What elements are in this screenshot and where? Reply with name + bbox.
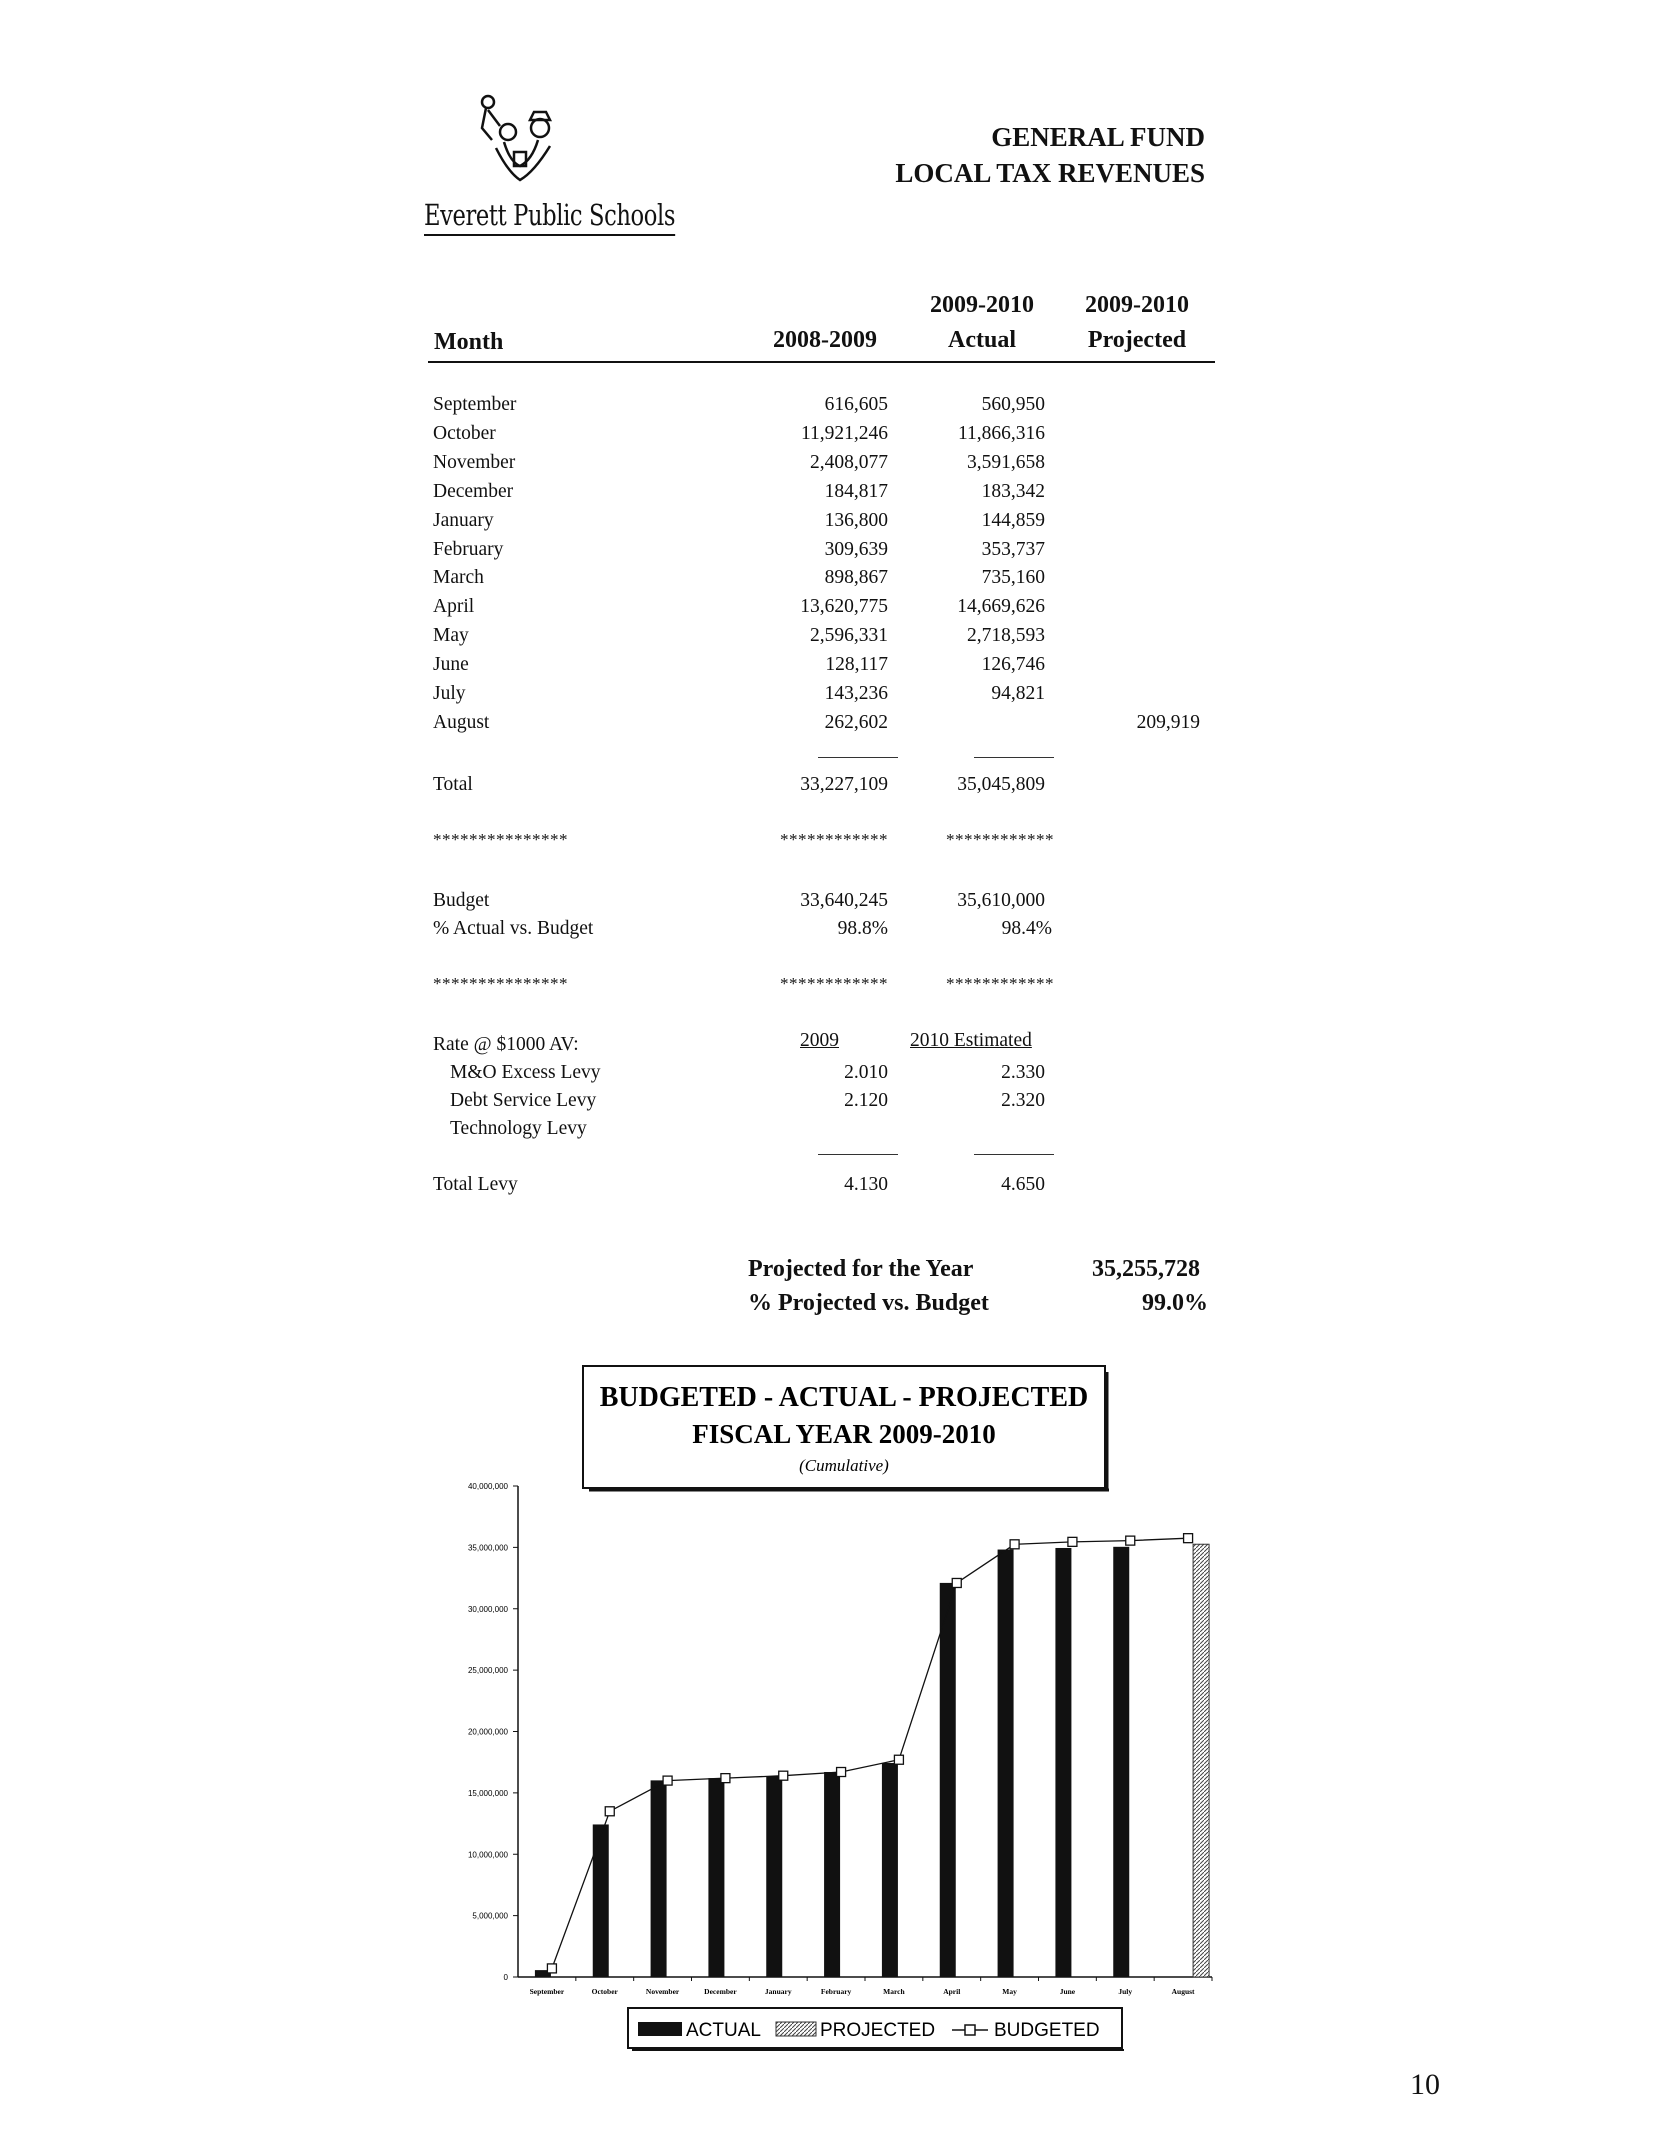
stars-left-1: *************** (433, 830, 568, 849)
org-name: Everett Public Schools (424, 198, 675, 236)
value-2009-2010-actual: 126,746 (981, 654, 1045, 675)
levy-debt-2009: 2.120 (844, 1090, 888, 1111)
total-levy-label: Total Levy (433, 1174, 518, 1195)
budgeted-marker (605, 1807, 614, 1816)
budgeted-marker (837, 1768, 846, 1777)
value-2009-2010-actual: 94,821 (991, 683, 1045, 704)
budgeted-marker (547, 1964, 556, 1973)
title-line-1: GENERAL FUND (991, 122, 1205, 152)
y-tick-label: 0 (503, 1973, 508, 1982)
chart-legend (628, 2008, 1124, 2050)
value-2009-2010-actual: 560,950 (981, 394, 1045, 415)
pct-budget-0809: 98.8% (837, 918, 888, 939)
month-label: September (433, 394, 517, 415)
budgeted-marker (1068, 1537, 1077, 1546)
budgeted-marker (1126, 1536, 1135, 1545)
value-2009-2010-actual: 11,866,316 (957, 423, 1045, 444)
projected-pct-value: 99.0% (1142, 1290, 1208, 1316)
stars-left-2: *************** (433, 974, 568, 993)
y-tick-label: 20,000,000 (467, 1727, 508, 1737)
col3-head-2: Actual (948, 327, 1016, 353)
month-label: August (433, 712, 490, 733)
levy-debt-2010: 2.320 (1001, 1090, 1045, 1111)
x-tick-label: August (1171, 1987, 1195, 1996)
stars-col2-1: ************ (946, 830, 1054, 849)
value-2008-2009: 2,408,077 (810, 452, 888, 473)
month-label: December (433, 481, 514, 502)
levy-mo-2009: 2.010 (844, 1062, 888, 1083)
x-tick-label: February (820, 1987, 852, 1996)
y-tick-label: 35,000,000 (467, 1543, 508, 1553)
month-label: October (433, 423, 496, 444)
actual-bar (593, 1824, 609, 1977)
value-2009-2010-actual: 353,737 (981, 539, 1045, 560)
x-tick-label: September (529, 1987, 565, 1996)
x-tick-label: November (645, 1987, 680, 1996)
budgeted-marker (721, 1774, 730, 1783)
levy-dash-2 (974, 1154, 1054, 1155)
x-tick-label: June (1059, 1987, 1076, 1996)
y-tick-label: 15,000,000 (467, 1788, 508, 1798)
actual-bar (708, 1778, 724, 1977)
budgeted-marker (894, 1755, 903, 1764)
value-2009-2010-projected: 209,919 (1136, 712, 1200, 733)
levy-mo-label: M&O Excess Levy (450, 1062, 601, 1083)
chart-title: BUDGETED - ACTUAL - PROJECTED (599, 1382, 1089, 1413)
y-tick-label: 5,000,000 (472, 1911, 508, 1921)
actual-bar (651, 1780, 667, 1977)
budget-0809: 33,640,245 (800, 890, 888, 911)
y-tick-label: 10,000,000 (467, 1850, 508, 1860)
col2-header: 2008-2009 (773, 327, 877, 353)
stars-col2-2: ************ (946, 974, 1054, 993)
projected-year-value: 35,255,728 (1092, 1256, 1200, 1282)
stars-col1-2: ************ (780, 974, 888, 993)
value-2009-2010-actual: 3,591,658 (967, 452, 1045, 473)
legend-actual-swatch (638, 2022, 682, 2036)
subtotal-dash-1 (818, 757, 898, 758)
rate-col1-head: 2009 (800, 1030, 839, 1051)
subtotal-dash-2 (974, 757, 1054, 758)
total-actual: 35,045,809 (957, 774, 1045, 795)
budget-actual: 35,610,000 (957, 890, 1045, 911)
levy-mo-2010: 2.330 (1001, 1062, 1045, 1083)
total-label: Total (433, 774, 473, 795)
page-number: 10 (1410, 2068, 1440, 2101)
budgeted-marker (779, 1771, 788, 1780)
budgeted-marker (952, 1578, 961, 1587)
value-2008-2009: 13,620,775 (800, 596, 888, 617)
month-label: February (433, 539, 504, 560)
levy-tech-label: Technology Levy (450, 1118, 587, 1139)
levy-debt-label: Debt Service Levy (450, 1090, 597, 1111)
chart-title-box (583, 1366, 1109, 1490)
chart-note: (Cumulative) (799, 1456, 889, 1475)
stars-col1-1: ************ (780, 830, 888, 849)
budgeted-marker (1010, 1540, 1019, 1549)
value-2008-2009: 616,605 (824, 394, 888, 415)
pct-budget-label: % Actual vs. Budget (433, 918, 594, 939)
value-2009-2010-actual: 735,160 (981, 567, 1045, 588)
chart-subtitle: FISCAL YEAR 2009-2010 (692, 1419, 996, 1449)
actual-bar (882, 1763, 898, 1977)
month-label: November (433, 452, 516, 473)
total-levy-2009: 4.130 (844, 1174, 888, 1195)
budgeted-marker (663, 1776, 672, 1785)
y-tick-label: 40,000,000 (467, 1482, 508, 1491)
x-tick-label: May (1002, 1987, 1017, 1996)
value-2009-2010-actual: 14,669,626 (957, 596, 1045, 617)
x-tick-label: March (883, 1987, 905, 1996)
value-2009-2010-actual: 2,718,593 (967, 625, 1045, 646)
projected-bar (1193, 1544, 1209, 1977)
col4-head-2: Projected (1087, 327, 1187, 353)
budgeted-line (552, 1538, 1188, 1968)
actual-bar (940, 1583, 956, 1977)
month-label: June (433, 654, 469, 675)
month-label: July (433, 683, 466, 704)
value-2008-2009: 898,867 (824, 567, 888, 588)
x-tick-label: April (943, 1987, 961, 1996)
y-tick-label: 25,000,000 (467, 1666, 508, 1676)
actual-bar (998, 1550, 1014, 1977)
chart-plot-area (468, 1482, 1212, 1996)
x-tick-label: January (764, 1987, 792, 1996)
budget-label: Budget (433, 890, 490, 911)
month-label: May (433, 625, 469, 646)
value-2008-2009: 184,817 (824, 481, 888, 502)
col3-head-1: 2009-2010 (930, 292, 1034, 318)
legend-budgeted-marker (965, 2025, 975, 2035)
value-2008-2009: 309,639 (824, 539, 888, 560)
x-tick-label: December (704, 1987, 737, 1996)
header-rule (428, 361, 1215, 363)
value-2009-2010-actual: 183,342 (981, 481, 1045, 502)
month-label: April (433, 596, 475, 617)
legend-projected-label: PROJECTED (820, 2020, 936, 2041)
school-logo-icon (470, 92, 570, 196)
legend-budgeted-label: BUDGETED (994, 2020, 1100, 2041)
actual-bar (766, 1776, 782, 1977)
projected-pct-label: % Projected vs. Budget (748, 1290, 989, 1316)
rate-col2-head: 2010 Estimated (910, 1030, 1032, 1051)
value-2008-2009: 136,800 (824, 510, 888, 531)
value-2008-2009: 2,596,331 (810, 625, 888, 646)
value-2008-2009: 128,117 (825, 654, 888, 675)
value-2008-2009: 143,236 (824, 683, 888, 704)
actual-bar (824, 1772, 840, 1977)
month-header: Month (434, 329, 504, 355)
x-tick-label: July (1118, 1987, 1133, 1996)
legend-actual-label: ACTUAL (686, 2020, 761, 2041)
levy-dash-1 (818, 1154, 898, 1155)
col4-head-1: 2009-2010 (1085, 292, 1189, 318)
actual-bar (1113, 1547, 1129, 1977)
title-line-2: LOCAL TAX REVENUES (895, 158, 1205, 188)
value-2008-2009: 262,602 (824, 712, 888, 733)
month-label: March (433, 567, 484, 588)
value-2009-2010-actual: 144,859 (981, 510, 1045, 531)
total-0809: 33,227,109 (800, 774, 888, 795)
rate-label: Rate @ $1000 AV: (433, 1034, 579, 1055)
revenue-chart (420, 1360, 1240, 2060)
month-label: January (433, 510, 494, 531)
total-levy-2010: 4.650 (1001, 1174, 1045, 1195)
budgeted-marker (1184, 1534, 1193, 1543)
legend-projected-swatch (776, 2022, 816, 2036)
actual-bar (1055, 1548, 1071, 1977)
projected-year-label: Projected for the Year (748, 1256, 974, 1282)
value-2008-2009: 11,921,246 (800, 423, 888, 444)
y-tick-label: 30,000,000 (467, 1604, 508, 1614)
x-tick-label: October (591, 1987, 618, 1996)
pct-budget-actual: 98.4% (1001, 918, 1052, 939)
